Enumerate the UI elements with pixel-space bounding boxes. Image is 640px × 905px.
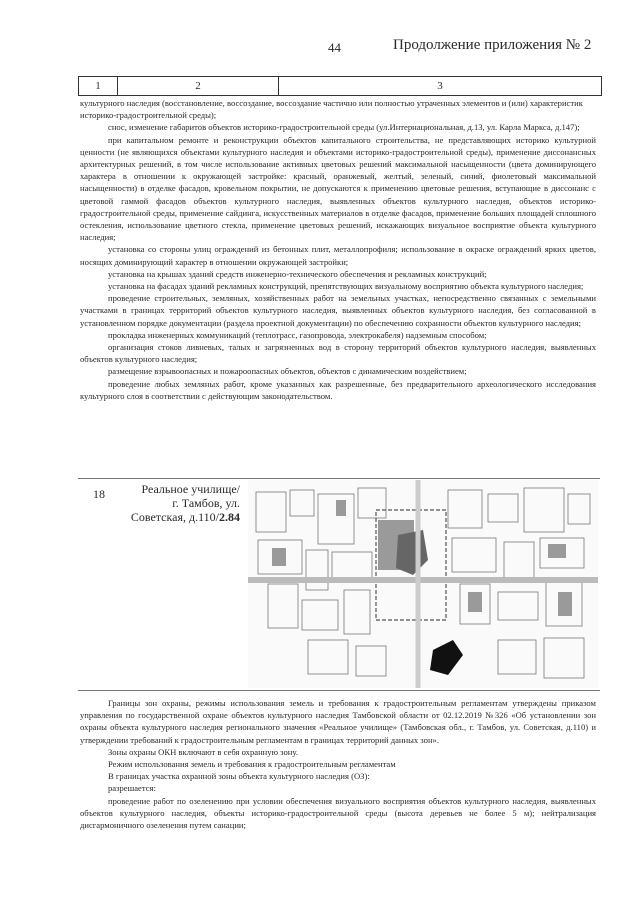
paragraph: организация стоков ливневых, талых и загрязненных вод в сторону территорий объектов культурного наследия, выявленных объектов культурного наследия; (80, 342, 596, 365)
object-number: 18 (93, 487, 105, 501)
paragraph: историко-градостроительной среды); (80, 110, 217, 121)
object-name-line: Реальное училище/ (141, 482, 240, 496)
paragraph: разрешается: (108, 783, 156, 794)
column-3-header: 3 (437, 80, 443, 92)
paragraph: В границах участка охранной зоны объекта культурного наследия (ОЗ): (108, 771, 370, 782)
paragraph: проведение любых земляных работ, кроме указанных как разрешенные, без предварительного археологического исследования культурного слоя в соответствии с действующим законодательством. (80, 378, 596, 401)
paragraph: проведение работ по озеленению при условии обеспечения визуального восприятия объектов культурного наследия, выявленных объектов культурного наследия, объекты историко-градостроительной среды (высота деревьев не более 5 м); нейтрализация дисгармоничного озеленения путем санации; (80, 795, 596, 831)
restrictions-text (80, 97, 596, 402)
paragraph: установка со стороны улиц ограждений из бетонных плит, металлопрофиля; использование в окраске ограждений ярких цветов, носящих доминирующий характер в отношении окружающей застройки; (80, 244, 596, 267)
object-name-line: г. Тамбов, ул. (172, 496, 240, 510)
page-number: 44 (328, 40, 341, 55)
paragraph: снос, изменение габаритов объектов историко-градостроительной среды (ул.Интернациональная, д.13, ул. Карла Маркса, д.147); (108, 122, 580, 133)
paragraph: проведение строительных, земляных, хозяйственных работ на земельных участках, непосредственно связанных с земельными участками в границах территорий объектов культурного наследия, выявленных объектов культурного наследия, без согласованной в установленном порядке документации (раздела проектной документации) по обеспечению сохранности объектов культурного наследия; (80, 293, 596, 328)
regulations-text (80, 697, 596, 831)
column-2-header: 2 (118, 77, 279, 95)
object-name (112, 482, 240, 524)
paragraph: при капитальном ремонте и реконструкции объектов капитального строительства, не представляющих историко культурной ценности (не являющихся объектами культурного наследия и объектами историко-градостроительной среды), применение диссонансных архитектурных решений, в том числе использование активных цветовых решений максимальной насыщенности (цвета доминирующего характера в отношении к окружающей застройке: красный, оранжевый, желтый, зеленый, синий, фиолетовый максимальной насыщенности) в отделке фасадов, кровельном покрытии, не допускаются к применению цветовые решения, вступающие в диссонанс с цветовой гаммой фасадов объектов культурного наследия, выявленных объектов культурного наследия, объектов историко-градостроительной среды, применение сайдинга, искусственных материалов в отделке фасадов, применение больших площадей сплошного остекления, использование цветного стекла, применение цветовых решений, искажающих визуальное восприятие объекта культурного наследия; (80, 134, 596, 243)
zone-map-image (248, 480, 598, 688)
column-1-header: 1 (79, 77, 118, 95)
object-name-line: Советская, д.110/ (130, 510, 219, 524)
row-divider (78, 690, 600, 691)
paragraph: прокладка инженерных коммуникаций (теплотрасс, газопровода, электрокабеля) надземным способом; (108, 329, 487, 340)
paragraph: культурного наследия (восстановление, воссоздание, воссоздание частично или полностью утраченных элементов и (или) характеристик (80, 98, 583, 108)
paragraph: Границы зон охраны, режимы использования земель и требования к градостроительным регламентам утверждены приказом управления по государственной охране объектов культурного наследия Тамбовской области от 02.12.2019 №326 «Об установлении зон охраны объекта культурного наследия регионального значения «Реальное училище» (Тамбовская обл., г. Тамбов, ул. Советская, д.110) и утверждении требований к градостроительным регламентам в границах территорий данных зон». (80, 698, 596, 745)
paragraph: установка на фасадах зданий рекламных конструкций, препятствующих визуальному восприятию объекта культурного наследия; (108, 281, 584, 292)
table-header-row (78, 76, 602, 96)
paragraph: размещение взрывоопасных и пожароопасных объектов, объектов с динамическим воздействием; (108, 366, 467, 377)
object-code: 2.84 (219, 510, 240, 524)
row-divider (78, 478, 600, 479)
paragraph: Режим использования земель и требования к градостроительным регламентам (108, 759, 396, 770)
paragraph: Зоны охраны ОКН включают в себя охранную зону. (108, 746, 298, 757)
paragraph: установка на крышах зданий средств инженерно-технического обеспечения и рекламных конструкций; (108, 268, 487, 279)
appendix-heading: Продолжение приложения № 2 (393, 37, 592, 53)
